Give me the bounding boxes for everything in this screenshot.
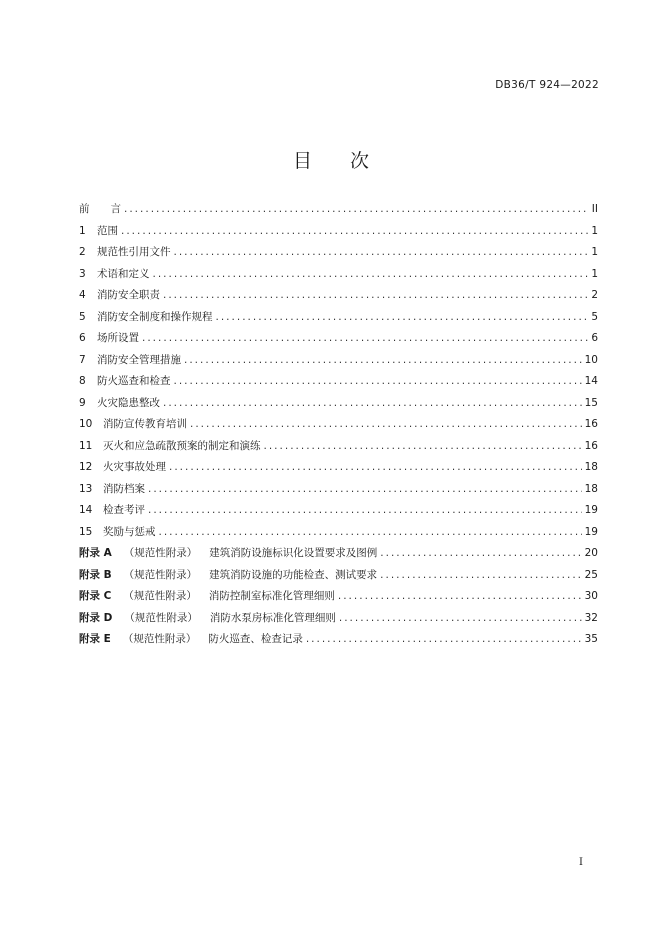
toc-entry-number: 4 [79,289,86,301]
toc-entry-label: 范围 [97,224,118,237]
toc-entry-page: 25 [584,568,598,581]
toc-entry-number: 3 [79,267,86,280]
appendix-title: 消防水泵房标准化管理细则 [209,611,336,624]
dot-leader [121,221,588,243]
toc-entry-page: II [591,203,598,215]
toc-entry-number: 14 [79,504,93,516]
dot-leader [148,500,582,522]
page-number: I [579,857,583,868]
toc-entry-label: 消防安全制度和操作规程 [97,310,213,323]
toc-entry-label: 规范性引用文件 [97,246,171,258]
toc-entry-label: 术语和定义 [97,267,150,280]
toc-entry-page: 16 [584,439,598,452]
toc-entry-number: 2 [79,246,86,258]
toc-entry-label: 消防宣传教育培训 [103,418,187,430]
toc-entry[interactable] [79,307,598,329]
dot-leader [339,608,582,630]
toc-entry-label: 消防安全职责 [97,289,160,301]
toc-entry-page: 32 [584,611,598,624]
appendix-type: （规范性附录） [124,611,198,624]
toc-entry-page: 2 [591,289,598,301]
toc-entry-page: 18 [584,461,598,473]
toc-entry-number: 7 [79,353,86,366]
toc-entry-page: 35 [584,633,598,645]
toc-entry-page: 15 [584,396,598,409]
toc-entry-number: 5 [79,310,86,323]
toc-entry[interactable] [79,457,598,479]
toc-entry[interactable] [79,522,598,544]
appendix-tag: 附录 D [79,611,113,624]
toc-entry-number: 9 [79,396,86,409]
dot-leader [148,479,582,501]
toc-entry-label: 消防档案 [103,482,145,495]
dot-leader [174,242,589,264]
appendix-tag: 附录 A [79,547,112,559]
toc-entry[interactable] [79,199,598,221]
appendix-title: 防火巡查、检查记录 [208,633,303,645]
appendix-type: （规范性附录） [122,633,197,645]
toc-entry-label: 火灾隐患整改 [97,396,160,409]
appendix-tag: 附录 B [79,568,112,581]
toc-appendix-entry[interactable] [79,586,598,608]
toc-entry-page: 19 [584,504,598,516]
toc-entry-page: 5 [591,310,598,323]
toc-title: 目次 [292,150,407,172]
toc-entry-label: 灭火和应急疏散预案的制定和演练 [103,439,261,452]
toc-entry-page: 1 [591,267,598,280]
dot-leader [142,328,588,350]
toc-entry[interactable] [79,414,598,436]
dot-leader [380,543,581,565]
toc-entry-label: 前 言 [79,203,121,215]
appendix-type: （规范性附录） [123,568,198,581]
toc-entry-page: 16 [584,418,598,430]
toc-entry-number: 6 [79,332,86,344]
toc-entry-page: 6 [591,332,598,344]
toc-appendix-entry[interactable] [79,629,598,651]
toc-appendix-entry[interactable] [79,565,598,587]
toc-entry-label: 消防安全管理措施 [97,353,181,366]
toc-entry[interactable] [79,479,598,501]
toc-entry-number: 11 [79,439,93,452]
appendix-tag: 附录 C [79,590,112,602]
dot-leader [184,350,582,372]
dot-leader [169,457,582,479]
toc-entry[interactable] [79,285,598,307]
toc-entry-number: 15 [79,525,93,538]
toc-entry-number: 10 [79,418,93,430]
document-code: DB36/T 924—2022 [495,79,599,91]
appendix-tag: 附录 E [79,633,111,645]
toc-entry[interactable] [79,393,598,415]
toc-entry-label: 检查考评 [103,504,145,516]
toc-entry[interactable] [79,500,598,522]
dot-leader [163,285,588,307]
toc-entry-page: 14 [584,375,598,387]
toc-entry-page: 30 [584,590,598,602]
toc-entry-label: 场所设置 [97,332,139,344]
toc-entry-page: 19 [584,525,598,538]
toc-entry[interactable] [79,371,598,393]
dot-leader [163,393,582,415]
toc-entry-page: 20 [584,547,598,559]
toc-entry-page: 1 [591,246,598,258]
appendix-title: 建筑消防设施标识化设置要求及图例 [209,547,378,559]
dot-leader [124,199,589,221]
toc-list [79,199,598,651]
toc-entry-label: 奖励与惩戒 [103,525,156,538]
dot-leader [338,586,582,608]
toc-entry[interactable] [79,242,598,264]
toc-appendix-entry[interactable] [79,608,598,630]
dot-leader [153,264,589,286]
toc-entry-number: 1 [79,224,86,237]
toc-entry-page: 1 [591,224,598,237]
appendix-type: （规范性附录） [123,547,198,559]
toc-entry[interactable] [79,221,598,243]
toc-entry[interactable] [79,436,598,458]
dot-leader [216,307,589,329]
toc-entry-label: 防火巡查和检查 [97,375,171,387]
toc-appendix-entry[interactable] [79,543,598,565]
appendix-title: 建筑消防设施的功能检查、测试要求 [209,568,378,581]
dot-leader [380,565,581,587]
toc-entry-number: 12 [79,461,93,473]
toc-entry-number: 8 [79,375,86,387]
dot-leader [190,414,582,436]
appendix-type: （规范性附录） [123,590,197,602]
toc-entry-page: 18 [584,482,598,495]
toc-entry[interactable] [79,350,598,372]
toc-entry[interactable] [79,264,598,286]
toc-entry-number: 13 [79,482,93,495]
dot-leader [159,522,582,544]
toc-entry-page: 10 [584,353,598,366]
dot-leader [264,436,582,458]
dot-leader [174,371,582,393]
appendix-title: 消防控制室标准化管理细则 [208,590,335,602]
toc-entry-label: 火灾事故处理 [103,461,166,473]
toc-entry[interactable] [79,328,598,350]
dot-leader [306,629,582,651]
